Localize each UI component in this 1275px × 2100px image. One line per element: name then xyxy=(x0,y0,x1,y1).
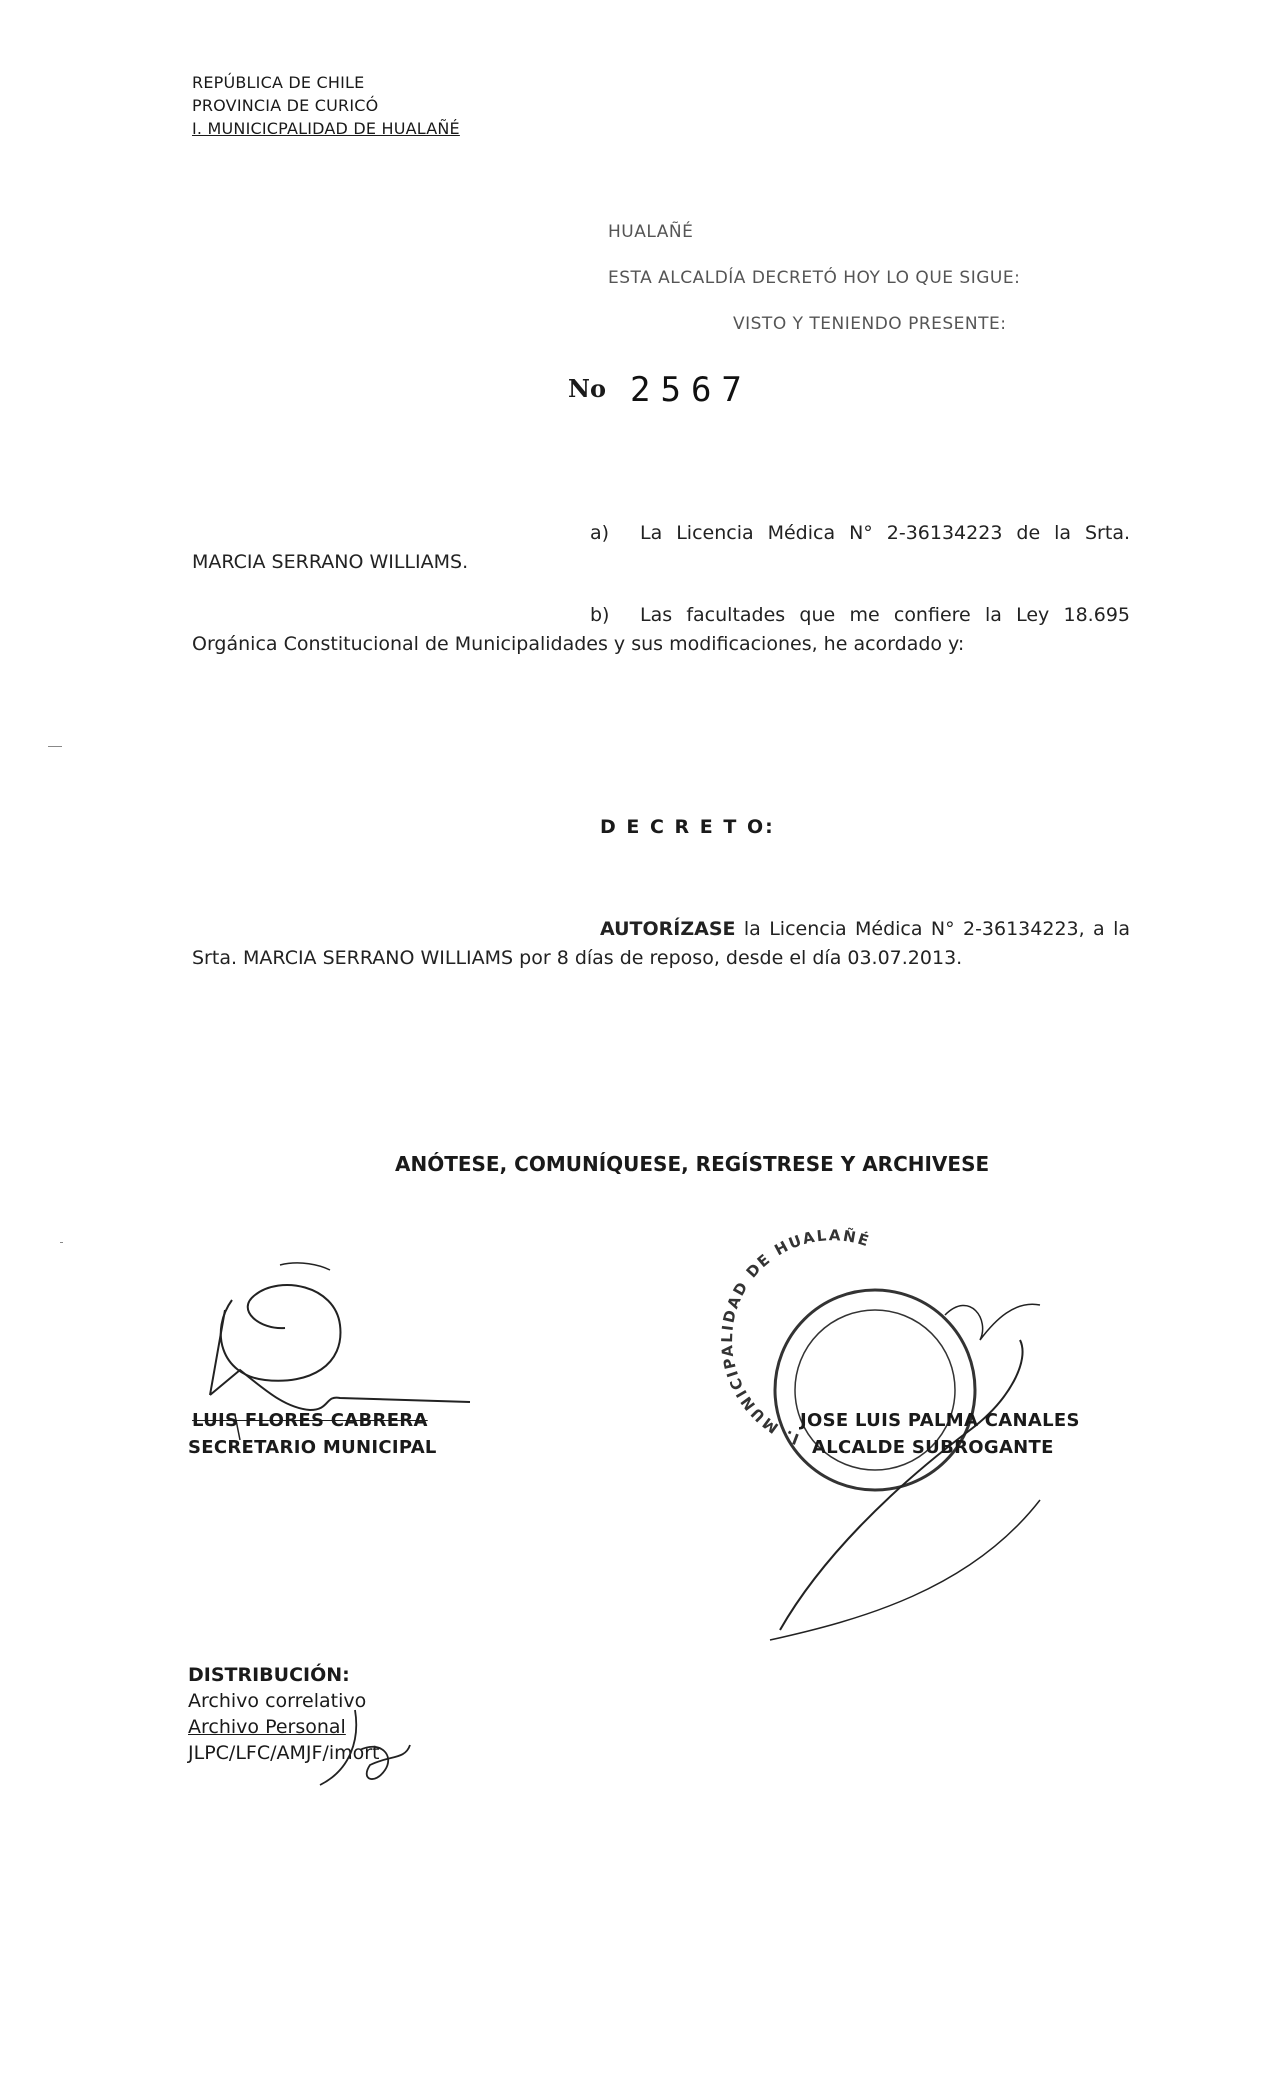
consideration-b-label: b) xyxy=(590,604,610,626)
resolution-line1 xyxy=(600,918,1130,940)
initials-scribble xyxy=(300,1700,420,1790)
left-signatory-name: LUIS FLORES CABRERA xyxy=(192,1410,428,1431)
province-line: PROVINCIA DE CURICÓ xyxy=(192,96,379,115)
right-signatory-name: JOSE LUIS PALMA CANALES xyxy=(800,1410,1080,1431)
seal-text: I. MUNICIPALIDAD DE HUALAÑÉ xyxy=(717,1226,873,1449)
scan-mark xyxy=(60,1242,63,1243)
left-signatory-title: SECRETARIO MUNICIPAL xyxy=(188,1437,437,1458)
distribution-initials: JLPC/LFC/AMJF/imort xyxy=(188,1742,380,1764)
closing-formula: ANÓTESE, COMUNÍQUESE, REGÍSTRESE Y ARCHIVESE xyxy=(395,1152,990,1176)
resolution-line1-rest: la Licencia Médica N° 2-36134223, a la xyxy=(743,918,1130,940)
distribution-title: DISTRIBUCIÓN: xyxy=(188,1664,350,1686)
consideration-b-line1: Las facultades que me confiere la Ley 18.695 xyxy=(640,604,1130,626)
consideration-a-line1: La Licencia Médica N° 2-36134223 de la Srta. xyxy=(640,522,1130,544)
distribution-item-personal: Archivo Personal xyxy=(188,1716,346,1738)
decree-title: D E C R E T O: xyxy=(600,816,775,838)
consideration-b-line2: Orgánica Constitucional de Municipalidades y sus modificaciones, he acordado y: xyxy=(192,633,965,655)
decree-number: 2567 xyxy=(630,370,752,410)
municipality-line: I. MUNICICPALIDAD DE HUALAÑÉ xyxy=(192,119,460,138)
consideration-a-line2: MARCIA SERRANO WILLIAMS. xyxy=(192,551,469,573)
decree-number-prefix: No xyxy=(568,374,606,403)
resolution-line2: Srta. MARCIA SERRANO WILLIAMS por 8 días de reposo, desde el día 03.07.2013. xyxy=(192,947,963,969)
visto-line: VISTO Y TENIENDO PRESENTE: xyxy=(733,314,1007,334)
right-signatory-title: ALCALDE SUBROGANTE xyxy=(812,1437,1054,1458)
distribution-item-archive: Archivo correlativo xyxy=(188,1690,367,1712)
consideration-a-label: a) xyxy=(590,522,610,544)
republic-line: REPÚBLICA DE CHILE xyxy=(192,73,365,92)
resolution-keyword: AUTORÍZASE xyxy=(600,918,736,940)
place-line: HUALAÑÉ xyxy=(608,222,694,242)
scan-mark xyxy=(48,746,62,747)
decreed-line: ESTA ALCALDÍA DECRETÓ HOY LO QUE SIGUE: xyxy=(608,268,1021,288)
